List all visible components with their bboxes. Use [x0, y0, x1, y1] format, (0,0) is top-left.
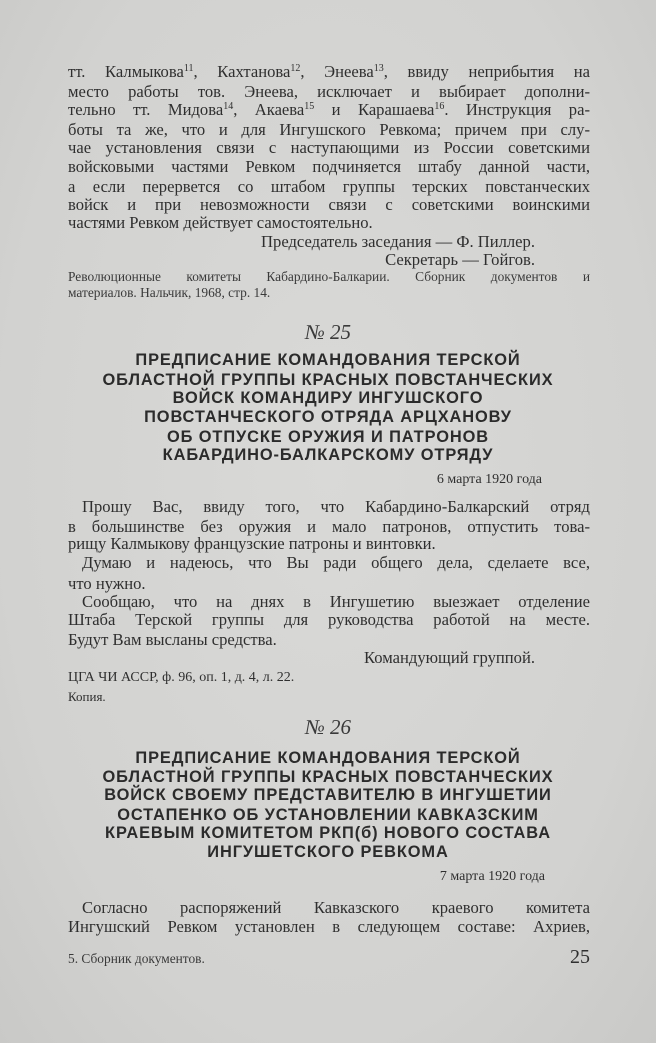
body-line: в большинстве без оружия и мало патронов, отпустить това-: [68, 517, 590, 536]
body-line: Будут Вам высланы средства.: [68, 630, 277, 649]
body-line: рищу Калмыкову французские патроны и винтовки.: [68, 534, 436, 553]
document-title-line: ВОЙСК СВОЕМУ ПРЕДСТАВИТЕЛЮ В ИНГУШЕТИИ: [104, 786, 552, 804]
chairman-signature: Председатель заседания — Ф. Пиллер.: [261, 232, 535, 251]
text-segment: чае установления связи с наступающими из России советскими: [68, 138, 590, 157]
footnote-marker: 14: [223, 101, 234, 112]
document-title-line: ОСТАПЕНКО ОБ УСТАНОВЛЕНИИ КАВКАЗСКИМ: [117, 806, 539, 824]
text-segment: тт. Калмыкова: [68, 62, 184, 81]
footnote-marker: 12: [290, 63, 301, 74]
document-date: 7 марта 1920 года: [439, 869, 545, 884]
body-line: Ингушский Ревком установлен в следующем составе: Ахриев,: [68, 917, 590, 936]
document-title-line: КАБАРДИНО-БАЛКАРСКОМУ ОТРЯДУ: [162, 446, 494, 464]
document-title-line: ОБЛАСТНОЙ ГРУППЫ КРАСНЫХ ПОВСТАНЧЕСКИХ: [102, 768, 554, 786]
text-segment: , Энеева: [300, 62, 374, 81]
signature: Командующий группой.: [364, 648, 535, 667]
text-segment: , Акаева: [233, 100, 305, 119]
source-citation: материалов. Нальчик, 1968, стр. 14.: [68, 285, 271, 300]
body-line: что нужно.: [68, 574, 146, 593]
footnote-marker: 15: [304, 101, 315, 112]
body-line: [68, 99, 590, 121]
text-segment: боты та же, что и для Ингушского Ревкома; причем при слу-: [68, 120, 590, 139]
copy-note: Копия.: [68, 689, 106, 704]
document-title-line: ПОВСТАНЧЕСКОГО ОТРЯДА АРЦХАНОВУ: [144, 408, 512, 426]
document-title-line: ИНГУШЕТСКОГО РЕВКОМА: [207, 843, 449, 861]
document-title-line: ПРЕДПИСАНИЕ КОМАНДОВАНИЯ ТЕРСКОЙ: [135, 351, 521, 369]
document-title-line: ВОЙСК КОМАНДИРУ ИНГУШСКОГО: [172, 389, 484, 407]
secretary-signature: Секретарь — Гойгов.: [385, 250, 535, 269]
archive-reference: ЦГА ЧИ АССР, ф. 96, оп. 1, д. 4, л. 22.: [68, 670, 295, 685]
document-title-line: КРАЕВЫМ КОМИТЕТОМ РКП(б) НОВОГО СОСТАВА: [105, 824, 551, 842]
text-segment: войск и при невозможности связи с советскими воинскими: [68, 195, 590, 214]
text-segment: частями Ревком действует самостоятельно.: [68, 213, 373, 232]
text-segment: , Кахтанова: [193, 62, 291, 81]
document-title-line: ОБЛАСТНОЙ ГРУППЫ КРАСНЫХ ПОВСТАНЧЕСКИХ: [102, 371, 554, 389]
footnote-marker: 13: [373, 63, 384, 74]
text-segment: войсковыми частями Ревком подчиняется штабу данной части,: [68, 157, 590, 176]
text-segment: . Инструкция ра-: [444, 100, 590, 119]
page-number: 25: [570, 946, 590, 968]
source-citation: Революционные комитеты Кабардино-Балкарии. Сборник документов и: [68, 269, 590, 284]
signature-mark: 5. Сборник документов.: [68, 951, 205, 966]
body-line: Думаю и надеюсь, что Вы ради общего дела, сделаете все,: [82, 553, 590, 572]
body-line: [68, 156, 590, 178]
text-segment: а если перервется со штабом группы терских повстанческих: [68, 177, 590, 196]
document-number: № 26: [304, 715, 352, 739]
document-number: № 25: [304, 320, 352, 344]
footnote-marker: 11: [183, 63, 194, 74]
document-title-line: ОБ ОТПУСКЕ ОРУЖИЯ И ПАТРОНОВ: [167, 428, 489, 446]
document-date: 6 марта 1920 года: [436, 472, 542, 487]
text-segment: тельно тт. Мидова: [68, 100, 224, 119]
text-segment: и Карашаева: [314, 100, 435, 119]
body-line: Прошу Вас, ввиду того, что Кабардино-Балкарский отряд: [82, 497, 590, 516]
body-line: Штаба Терской группы для руководства работой на месте.: [68, 610, 590, 629]
body-line: Сообщаю, что на днях в Ингушетию выезжает отделение: [82, 592, 590, 611]
footnote-marker: 16: [434, 101, 445, 112]
body-line: Согласно распоряжений Кавказского краевого комитета: [82, 898, 590, 917]
text-segment: место работы тов. Энеева, исключает и выбирает дополни-: [68, 82, 590, 101]
body-line: [68, 61, 590, 83]
document-title-line: ПРЕДПИСАНИЕ КОМАНДОВАНИЯ ТЕРСКОЙ: [135, 749, 521, 767]
text-segment: , ввиду неприбытия на: [383, 62, 590, 81]
